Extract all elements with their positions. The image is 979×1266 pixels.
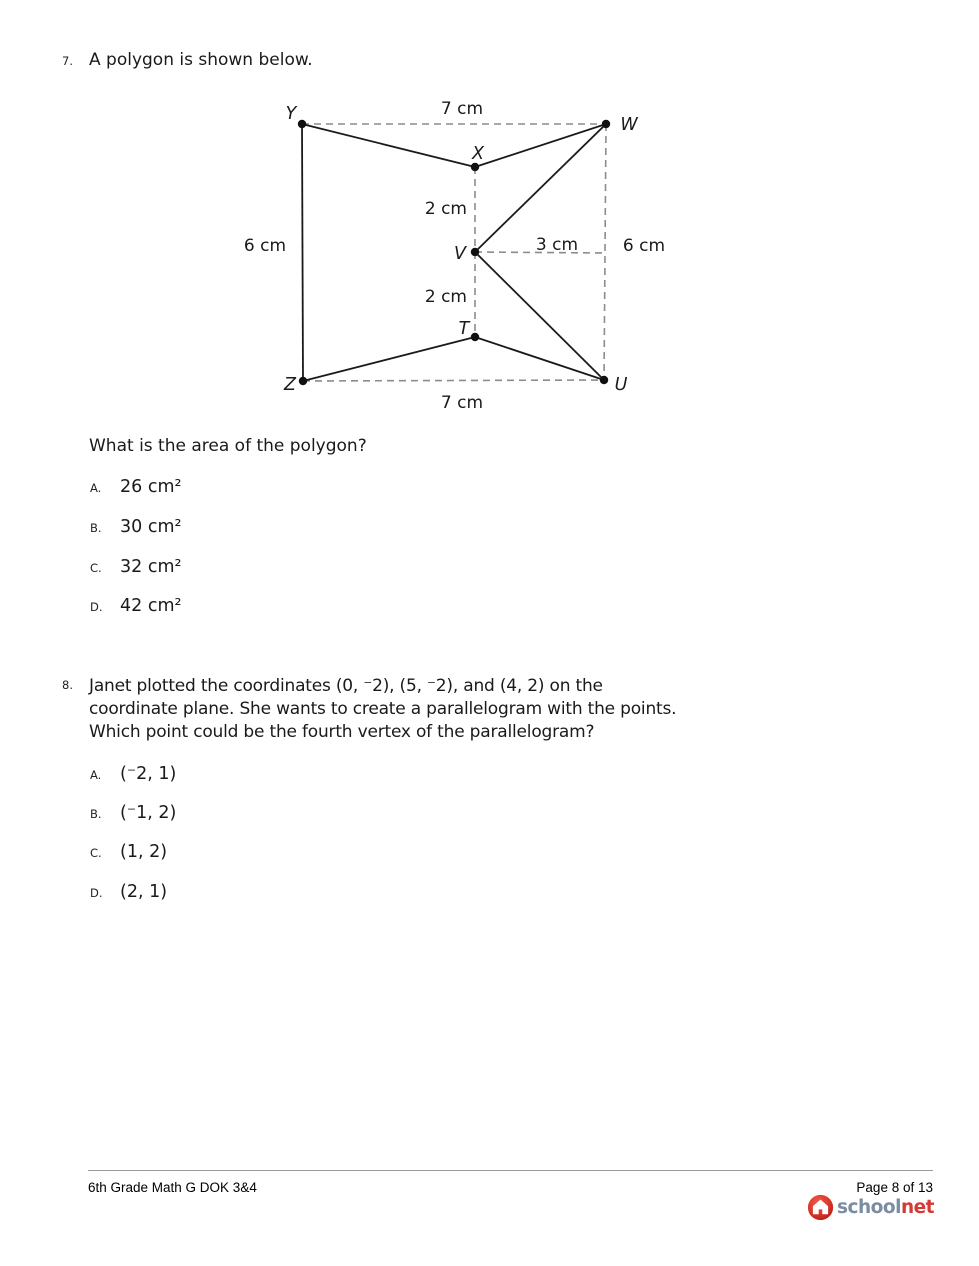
question8-option-b	[90, 803, 176, 823]
measurement-bottom: 7 cm	[440, 393, 484, 413]
question7-number: 7.	[62, 54, 73, 68]
vertex-dot-y	[298, 120, 306, 128]
vertex-dot-t	[471, 333, 479, 341]
logo-text-net: net	[900, 1196, 934, 1218]
measurement-right: 6 cm	[622, 236, 666, 256]
vertex-label-y: Y	[285, 104, 297, 124]
schoolnet-logo-text	[837, 1195, 934, 1221]
polygon-edge-y-x	[302, 124, 475, 167]
question8-number: 8.	[62, 678, 73, 692]
dashed-line-right	[604, 124, 606, 380]
option-letter: D.	[90, 886, 103, 900]
vertex-label-x: X	[472, 144, 484, 164]
question7-option-c	[90, 557, 182, 577]
question7-option-d	[90, 596, 182, 616]
option-letter: B.	[90, 521, 102, 535]
option-text: 26 cm²	[120, 477, 182, 497]
option-text: 30 cm²	[120, 517, 182, 537]
question8-line2: coordinate plane. She wants to create a parallelogram with the points.	[89, 699, 677, 719]
measurement-top: 7 cm	[440, 99, 484, 119]
vertex-label-u: U	[614, 375, 628, 395]
polygon-edge-w-v	[475, 124, 606, 252]
question8-option-a	[90, 764, 176, 784]
measurement-lower-vertical: 2 cm	[424, 287, 467, 307]
option-text: (⁻2, 1)	[120, 764, 177, 784]
polygon-edge-x-w	[475, 124, 606, 167]
polygon-edge-u-t	[475, 337, 604, 380]
option-letter: C.	[90, 561, 102, 575]
polygon-diagram	[238, 92, 698, 422]
vertex-dot-u	[600, 376, 608, 384]
question8-line1: Janet plotted the coordinates (0, ⁻2), (5, ⁻2), and (4, 2) on the	[89, 676, 603, 696]
question8-option-d	[90, 882, 167, 902]
option-text: (2, 1)	[120, 882, 168, 902]
vertex-dot-v	[471, 248, 479, 256]
question7-option-b	[90, 517, 182, 537]
vertex-dot-x	[471, 163, 479, 171]
question8-prompt	[89, 675, 676, 744]
dashed-line-bottom	[303, 380, 604, 381]
polygon-edge-v-u	[475, 252, 604, 380]
logo-text-school: school	[837, 1196, 901, 1218]
polygon-edge-t-z	[303, 337, 475, 381]
schoolnet-house-icon	[807, 1194, 834, 1221]
vertex-dot-z	[299, 377, 307, 385]
footer-page-indicator: Page 8 of 13	[856, 1180, 933, 1195]
footer-document-title: 6th Grade Math G DOK 3&4	[88, 1180, 257, 1195]
footer-divider	[88, 1170, 933, 1171]
question7-question: What is the area of the polygon?	[89, 436, 367, 456]
measurement-left: 6 cm	[243, 236, 287, 256]
option-letter: B.	[90, 807, 102, 821]
vertex-label-t: T	[458, 319, 470, 339]
option-letter: C.	[90, 846, 102, 860]
option-text: (⁻1, 2)	[120, 803, 177, 823]
polygon-edge-z-y	[302, 124, 303, 381]
option-text: 32 cm²	[120, 557, 182, 577]
schoolnet-logo	[807, 1194, 934, 1221]
vertex-label-v: V	[454, 244, 466, 264]
option-letter: D.	[90, 600, 103, 614]
measurement-middle-horizontal: 3 cm	[535, 235, 579, 255]
question7-option-a	[90, 477, 182, 497]
question8-line3: Which point could be the fourth vertex of the parallelogram?	[89, 722, 595, 742]
option-text: 42 cm²	[120, 596, 182, 616]
vertex-dot-w	[602, 120, 610, 128]
option-letter: A.	[90, 481, 102, 495]
option-text: (1, 2)	[120, 842, 168, 862]
option-letter: A.	[90, 768, 102, 782]
question7-prompt: A polygon is shown below.	[89, 50, 313, 70]
question8-option-c	[90, 842, 167, 862]
measurement-upper-vertical: 2 cm	[424, 199, 467, 219]
vertex-label-z: Z	[284, 375, 296, 395]
vertex-label-w: W	[620, 115, 638, 135]
